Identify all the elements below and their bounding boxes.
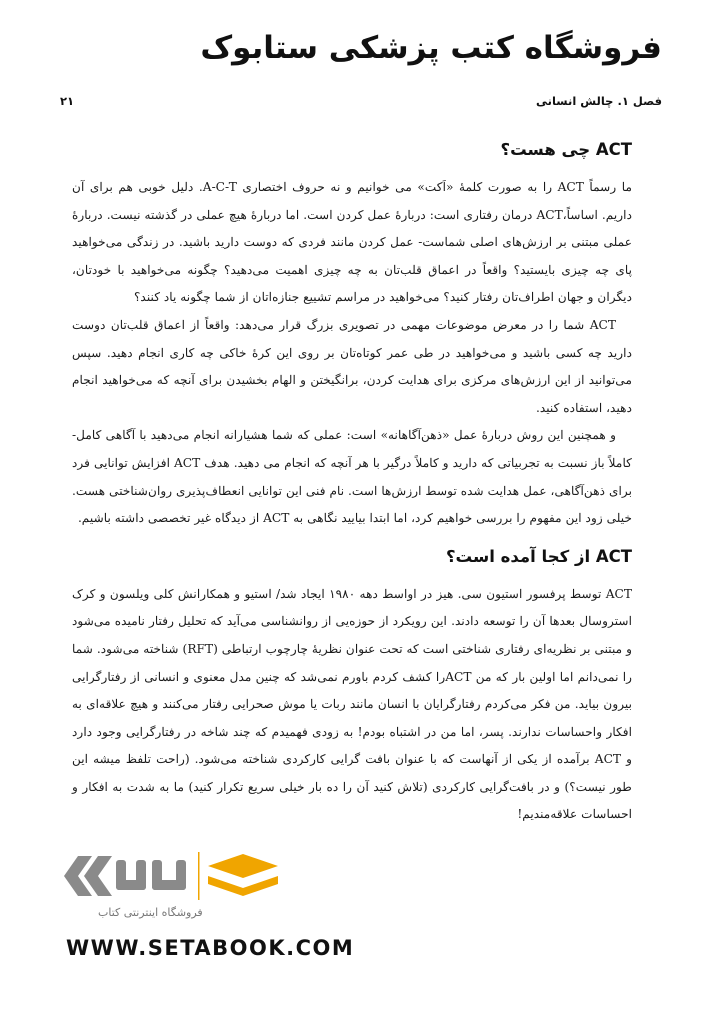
website-url[interactable]: WWW.SETABOOK.COM: [66, 936, 355, 960]
section-heading: ACT چی هست؟: [500, 140, 632, 159]
paragraph: ما رسماً ACT را به صورت کلمهٔ «اَکت» می خوانیم و نه حروف اختصاری A-C-T. دلیل خوبی هم برای آن داریم. اساساً،ACT درمان رفتاری است: دربارهٔ عمل کردن است. اما دربارهٔ هیچ عملی در گذشته نیست. دربارهٔ عملی مبتنی بر ارزش‌های اصلی شماست- عمل کردن مانند فردی که دوست دارید باشید. در زندگی می‌خواهید پای چه چیزی بایستید؟ واقعاً در اعماق قلب‌تان به چه چیزی اهمیت می‌دهید؟ چگونه می‌خواهید با خودتان، دیگران و جهان اطراف‌تان رفتار کنید؟ می‌خواهید در مراسم تشییع جنازه‌اتان از شما چگونه یاد کنند؟: [72, 180, 632, 305]
logo-book-icon: [208, 854, 278, 896]
section-heading: ACT از کجا آمده است؟: [445, 546, 632, 566]
site-title: فروشگاه کتب پزشکی ستابوک: [200, 30, 662, 66]
chapter-title: فصل ۱. چالش انسانی: [536, 94, 662, 108]
logo-letters-icon: [116, 860, 186, 890]
page-number: ۲۱: [60, 94, 75, 108]
page-body: [72, 138, 632, 829]
logo-chevrons-icon: [64, 856, 112, 896]
paragraph: ACT شما را در معرض موضوعات مهمی در تصویری بزرگ قرار می‌دهد: واقعاً از اعماق قلب‌تان دوست دارید چه کسی باشید و می‌خواهید در طی عمر کوتاه‌تان بر روی این کرهٔ خاکی چه کاری انجام دهید. سپس می‌توانید از این ارزش‌های مرکزی برای هدایت کردن، برانگیختن و الهام بخشیدن برای آنچه که می‌خواهید انجام دهید، استفاده کنید.: [72, 317, 632, 415]
running-head: [62, 94, 662, 108]
logo-caption: فروشگاه اینترنتی کتاب: [98, 906, 203, 919]
paragraph: ACT توسط پرفسور استیون سی. هیز در اواسط دهه ۱۹۸۰ ایجاد شد/ استیو و همکارانش کلی ویلسون و کرک استروسال بعدها آن را توسعه دادند. این رویکرد از حوزه‌یی از روانشناسی می‌آید که تحلیل رفتار نامیده می‌شود و مبتنی بر نظریه‌ای رفتاری شناختی است که تحت عنوان نظریهٔ چارچوب ارتباطی (RFT) شناخته می‌شود. شما را نمی‌دانم اما اولین بار که من ACTرا کشف کردم باورم نمی‌شد که چنین مدل معنوی و انسانی از رفتارگرایی بیرون بیاید. من فکر می‌کردم رفتارگرایان با انسان مانند ربات یا موش صحرایی رفتار می‌کنند و هیچ علاقه‌ای به افکار واحساسات ندارند. پسر، اما من در اشتباه بودم! به زودی فهمیدم که چند شاخه در رفتارگرایی وجود دارد و ACT برآمده از یکی از آنهاست که با عنوان بافت گرایی کارکردی شناخته می‌شود. (راحت تلفظ میشه این طور نیست؟) و در بافت‌گرایی کارکردی (تلاش کنید آن را ده بار خیلی سریع تکرار کنید) ما به شدت به افکار و احساسات علاقه‌مندیم!: [72, 586, 633, 822]
paragraph: و همچنین این روش دربارهٔ عمل «ذهن‌آگاهانه» است: عملی که شما هشیارانه انجام می‌دهید با آگاهی کامل- کاملاً باز نسبت به تجربیاتی که دارید و کاملاً درگیر با هر آنچه که انجام می دهید. هدف ACT افزایش توانایی فرد برای ذهن‌آگاهی، عمل هدایت شده توسط ارزش‌ها است. نام فنی این توانایی انعطاف‌پذیری روان‌شناختی هست. خیلی زود این مفهوم را بررسی خواهیم کرد، اما ابتدا بیایید نگاهی به ACT از دیدگاه غیر تخصصی داشته باشیم.: [72, 428, 632, 526]
